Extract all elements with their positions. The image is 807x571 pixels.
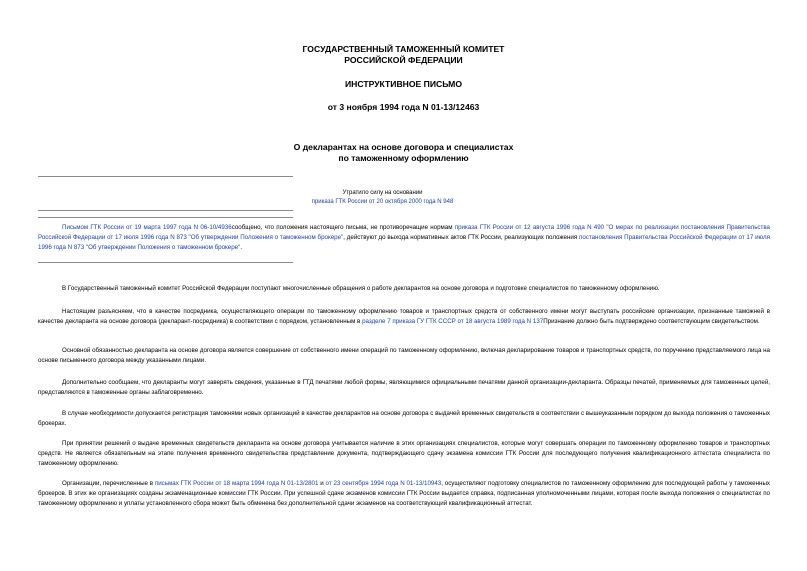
note-text: . [240, 244, 243, 251]
paragraph-7: Организации, перечисленные в письмах ГТК России от 18 марта 1994 года N 01-13/2801 и от 23 сентября 1994 года N 01-13/10943, осуществляют подготовку специалистов по таможенному оформлению для последующей работы у таможенных брокеров. В этих же организациях созданы экзаменационные комиссии ГТК России. При успешной сдаче экзаменов комиссии ГТК России выдается справка, подписанная уполномоченными лицами, которая после выхода положения о специалистах по таможенному оформлению и уплаты установленного сбора может быть обменена без дополнительной сдачи экзаменов на соответствующий квалификационный аттестат. [38, 480, 770, 507]
org-name-line2: РОССИЙСКОЙ ФЕДЕРАЦИИ [344, 55, 463, 65]
paragraph-5: В случае необходимости допускается регистрация таможнями новых организаций в качестве декларантов на основе договора с выдачей временных свидетельств в соответствии с вышеуказанным порядком до выхода положения о таможенных брокерах. [38, 410, 770, 427]
paragraph-4: Дополнительно сообщаем, что декларанты могут заверять сведения, указанные в ГТД печатями любой формы, являющимися официальными печатями данной организации-декларанта. Образцы печатей, применяемых для таможенных целей, представляются в таможенные органы заблаговременно. [38, 379, 770, 396]
link-letter-10943[interactable]: от 23 сентября 1994 года N 01-13/10943 [325, 480, 442, 487]
divider [38, 210, 293, 211]
note-link-order[interactable]: приказа ГТК России от 12 августа 1996 года N 490 "О мерах по реализации постановления Правительства Российской Федерации от 17 июля 1996 года N 873 "Об утверждении Положения о таможенном брокере" [38, 224, 771, 241]
status-text: Утратило силу на основании [342, 190, 423, 196]
doc-subject [0, 142, 807, 164]
subject-line1: О декларантах на основе договора и специалистах [293, 142, 514, 152]
note-link-decree[interactable]: постановления Правительства Российской Федерации от 17 июля 1996 года N 873 "Об утверждении Положения о таможенном брокере" [38, 234, 771, 251]
status-note [300, 189, 465, 207]
doc-date: от 3 ноября 1994 года N 01-13/12463 [327, 102, 480, 112]
note-text: , действуют до выхода нормативных актов ГТК России, реализующих положения [343, 234, 579, 241]
document-header [0, 44, 807, 66]
divider [38, 176, 293, 177]
status-link[interactable]: приказа ГТК России от 20 октября 2000 года N 948 [311, 199, 454, 205]
subject-line2: по таможенному оформлению [338, 153, 469, 163]
paragraph-1: В Государственный таможенный комитет Российской Федерации поступают многочисленные обращения о работе декларантов на основе договора и подготовке специалистов по таможенному оформлению. [62, 285, 660, 292]
paragraph-6: При принятии решений о выдаче временных свидетельств декларанта на основе договора учитывается наличие в этих организациях специалистов, которые могут совершать операции по таможенному оформлению товаров и транспортных средств. Не является обязательным на этапе получения временного свидетельства представление документа, подтверждающего сдачу экзамена комиссии ГТК России для последующего получения квалификационного аттестата специалиста по таможенному оформлению. [38, 440, 770, 467]
divider [38, 217, 293, 218]
org-name-line1: ГОСУДАРСТВЕННЫЙ ТАМОЖЕННЫЙ КОМИТЕТ [302, 44, 505, 54]
editorial-note [38, 223, 770, 253]
divider [38, 262, 293, 263]
note-text: сообщено, что положения настоящего письма, не противоречащие нормам [231, 224, 455, 231]
doc-type: ИНСТРУКТИВНОЕ ПИСЬМО [344, 79, 463, 89]
paragraph-3: Основной обязанностью декларанта на основе договора является совершение от собственного имени операций по таможенному оформлению, включая декларирование товаров и транспортных средств, по поручению представляемого лица на основе письменного договора между указанными лицами. [38, 347, 770, 364]
paragraph-2: Настоящим разъясняем, что в качестве посредника, осуществляющего операции по таможенному оформлению товаров и транспортных средств от собственного имени могут выступать российские организации, признанные таможней в качестве декларанта на основе договора (декларант-посредника) в соответствии с порядком, установленным в разделе 7 приказа ГУ ГТК СССР от 18 августа 1989 года N 137Признание должно быть подтверждено соответствующим свидетельством. [38, 308, 770, 325]
link-letter-2801[interactable]: письмах ГТК России от 18 марта 1994 года N 01-13/2801 [154, 480, 319, 487]
link-section-7-order-137[interactable]: разделе 7 приказа ГУ ГТК СССР от 18 августа 1989 года N 137 [362, 318, 544, 325]
note-link-letter[interactable]: Письмом ГТК России от 19 марта 1997 года N 06-10/4936 [62, 224, 232, 231]
